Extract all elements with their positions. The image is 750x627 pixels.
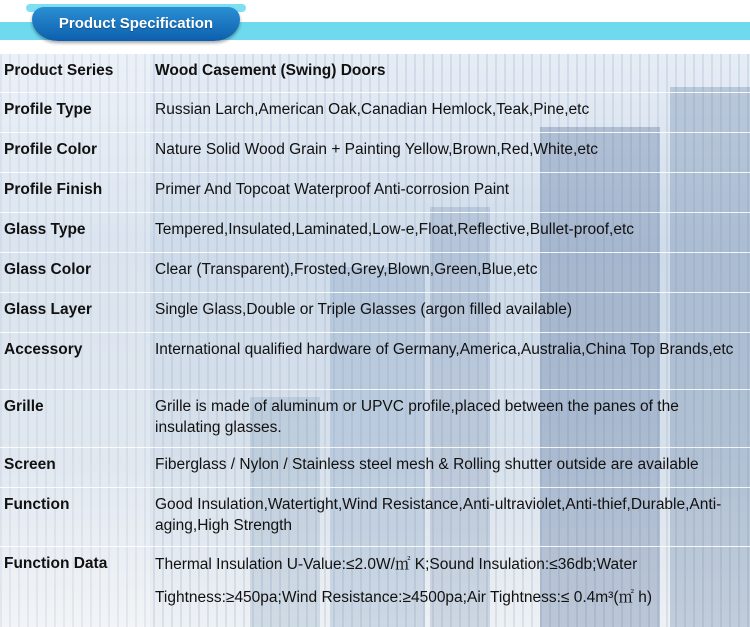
spec-key: Function: [4, 495, 70, 513]
spec-value: Grille is made of aluminum or UPVC profile,placed between the panes of the insulating glasses.: [155, 397, 679, 436]
spec-row: [0, 332, 750, 389]
spec-row: [0, 53, 750, 92]
spec-row: [0, 252, 750, 292]
spec-key: Glass Layer: [4, 300, 92, 318]
spec-row: [0, 389, 750, 447]
spec-row: [0, 487, 750, 546]
spec-row: [0, 447, 750, 487]
spec-value: Wood Casement (Swing) Doors: [155, 62, 386, 79]
spec-key: Screen: [4, 455, 56, 473]
spec-value: Primer And Topcoat Waterproof Anti-corrosion Paint: [155, 180, 510, 198]
spec-row: [0, 212, 750, 252]
spec-value: International qualified hardware of Germany,America,Australia,China Top Brands,etc: [155, 340, 734, 358]
section-title: Product Specification: [58, 15, 214, 32]
spec-key: Accessory: [4, 340, 83, 358]
spec-value: Clear (Transparent),Frosted,Grey,Blown,Green,Blue,etc: [155, 260, 538, 278]
section-banner: [0, 0, 750, 52]
spec-value: Good Insulation,Watertight,Wind Resistance,Anti-ultraviolet,Anti-thief,Durable,Anti-aging,High Strength: [155, 495, 722, 534]
spec-row: [0, 132, 750, 172]
spec-key: Function Data: [4, 554, 108, 572]
spec-row: [0, 172, 750, 212]
spec-key: Glass Color: [4, 260, 91, 278]
spec-row: [0, 92, 750, 132]
spec-value: Nature Solid Wood Grain + Painting Yellow,Brown,Red,White,etc: [155, 140, 598, 158]
spec-key: Profile Color: [4, 140, 98, 158]
spec-value: Fiberglass / Nylon / Stainless steel mesh & Rolling shutter outside are available: [155, 455, 699, 473]
spec-value: Single Glass,Double or Triple Glasses (argon filled available): [155, 300, 572, 318]
spec-value: Russian Larch,American Oak,Canadian Hemlock,Teak,Pine,etc: [155, 100, 590, 118]
spec-table-area: [0, 52, 750, 627]
spec-row: [0, 292, 750, 332]
spec-key: Profile Finish: [4, 180, 103, 198]
spec-value: Tempered,Insulated,Laminated,Low-e,Float,Reflective,Bullet-proof,etc: [155, 220, 635, 238]
spec-key: Glass Type: [4, 220, 86, 238]
spec-key: Product Series: [4, 62, 114, 79]
spec-value: Thermal Insulation U-Value:≤2.0W/㎡ K;Sound Insulation:≤36db;Water Tightness:≥450pa;Wind Resistance:≥4500pa;Air Tightness:≤ 0.4m³(㎡ h): [155, 555, 653, 606]
spec-key: Profile Type: [4, 100, 92, 118]
spec-row: [0, 546, 750, 627]
spec-table: [0, 52, 750, 627]
spec-key: Grille: [4, 397, 44, 415]
